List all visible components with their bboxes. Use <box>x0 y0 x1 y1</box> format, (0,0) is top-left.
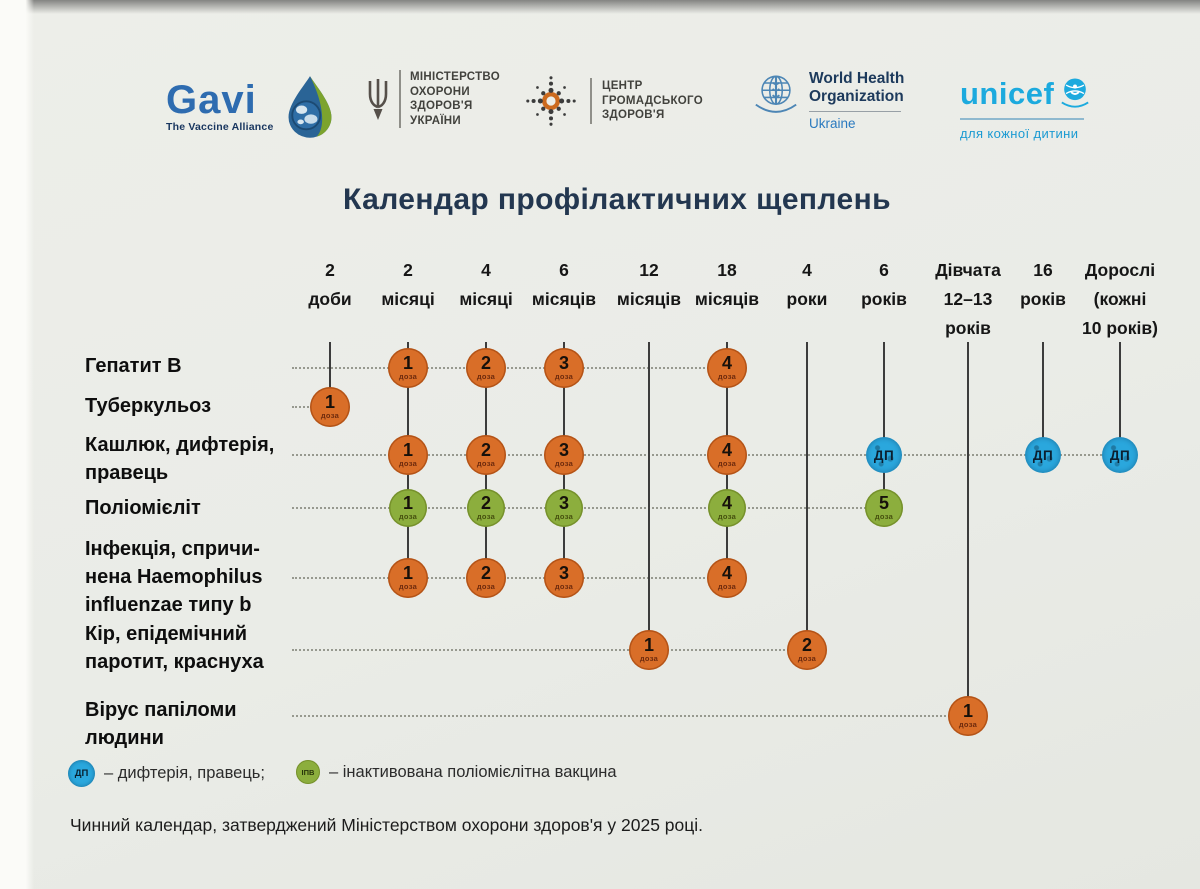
column-line <box>967 342 969 716</box>
column-line <box>806 342 808 650</box>
column-header: 18 місяців <box>694 260 760 309</box>
column-header: Дівчата 12–13 років <box>935 260 1001 338</box>
dose-circle: 5 доза <box>865 489 903 527</box>
phc-divider <box>590 78 592 124</box>
dose-circle: 2 доза <box>466 348 506 388</box>
who-emblem-icon <box>752 70 800 122</box>
row-label: Поліомієліт <box>85 497 201 519</box>
dose-circle: 1 доза <box>629 630 669 670</box>
column-header: 16 років <box>1020 260 1066 309</box>
dose-circle: ДП <box>1102 437 1138 473</box>
unicef-divider-line <box>960 118 1084 120</box>
dose-circle: 3 доза <box>544 558 584 598</box>
trident-icon <box>366 76 390 122</box>
legend-item-ipv <box>296 760 617 784</box>
dose-circle: 4 доза <box>707 558 747 598</box>
page-title: Календар профілактичних щеплень <box>343 183 891 216</box>
dose-circle: 3 доза <box>545 489 583 527</box>
ipv-legend-circle: ІПВ <box>296 760 320 784</box>
column-header: 6 місяців <box>531 260 597 309</box>
footer-note: Чинний календар, затверджений Міністерством охорони здоров'я у 2025 році. <box>70 815 704 835</box>
moh-logo <box>366 70 500 128</box>
legend-text-ipv: – інактивована поліомієлітна вакцина <box>329 762 617 781</box>
public-health-center-logo <box>522 72 703 130</box>
who-logo <box>752 70 904 131</box>
gavi-wordmark: Gavi <box>166 77 257 122</box>
dose-circle: 1 доза <box>389 489 427 527</box>
dose-circle: 1 доза <box>388 558 428 598</box>
dose-circle: 2 доза <box>467 489 505 527</box>
row-label: Гепатит В <box>85 355 182 377</box>
unicef-logo <box>960 76 1091 141</box>
row-label: Туберкульоз <box>85 395 212 417</box>
who-region: Ukraine <box>809 116 856 131</box>
dose-circle: 1 доза <box>388 435 428 475</box>
column-header: 12 місяців <box>616 260 682 309</box>
dose-circle: 1 доза <box>310 387 350 427</box>
gavi-droplet-icon <box>282 74 338 138</box>
dose-circle: 4 доза <box>707 348 747 388</box>
dose-circle: 4 доза <box>708 489 746 527</box>
unicef-wordmark: unicef <box>960 76 1055 111</box>
dose-circle: 2 доза <box>466 558 506 598</box>
dose-circle: 1 доза <box>948 696 988 736</box>
unicef-globe-icon <box>1059 76 1091 112</box>
phc-label: ЦЕНТР ГРОМАДСЬКОГО ЗДОРОВ'Я <box>602 80 703 122</box>
row-dotted-line <box>292 367 733 369</box>
who-divider-line <box>809 111 901 112</box>
gavi-logo <box>166 74 338 138</box>
dose-circle: 1 доза <box>388 348 428 388</box>
column-header: 4 роки <box>786 260 828 309</box>
dose-circle: 2 доза <box>466 435 506 475</box>
column-header: 2 доби <box>308 260 352 309</box>
row-dotted-line <box>292 649 813 651</box>
column-header: 4 місяці <box>459 260 513 309</box>
phc-dots-icon <box>522 72 580 130</box>
row-dotted-line <box>292 577 733 579</box>
row-dotted-line <box>292 715 974 717</box>
dose-circle: 4 доза <box>707 435 747 475</box>
row-label: Кашлюк, дифтерія, правець <box>85 434 275 484</box>
moh-divider <box>399 70 401 128</box>
row-dotted-line <box>292 507 890 509</box>
row-label: Кір, епідемічний паротит, краснуха <box>85 623 264 673</box>
who-label: World Health Organization Ukraine <box>809 70 905 131</box>
dose-circle: 3 доза <box>544 435 584 475</box>
column-header: Дорослі (кожні 10 років) <box>1082 260 1158 338</box>
dose-circle: 2 доза <box>787 630 827 670</box>
dose-circle: ДП <box>1025 437 1061 473</box>
column-header: 6 років <box>861 260 907 309</box>
moh-label: МІНІСТЕРСТВО ОХОРОНИ ЗДОРОВ'Я УКРАЇНИ <box>410 71 500 127</box>
legend-text-dp: – дифтерія, правець; <box>104 764 265 782</box>
dose-circle: ДП <box>866 437 902 473</box>
row-label: Вірус папіломи людини <box>85 699 237 749</box>
dp-legend-circle: ДП <box>68 760 95 787</box>
unicef-tagline: для кожної дитини <box>960 125 1079 141</box>
column-line <box>648 342 650 650</box>
legend-item-dp <box>68 760 265 787</box>
row-label: Інфекція, спричи- нена Haemophilus influenzae типу b <box>85 538 263 616</box>
column-line <box>883 342 885 508</box>
gavi-tagline: The Vaccine Alliance <box>166 120 274 133</box>
dose-circle: 3 доза <box>544 348 584 388</box>
column-header: 2 місяці <box>381 260 435 309</box>
